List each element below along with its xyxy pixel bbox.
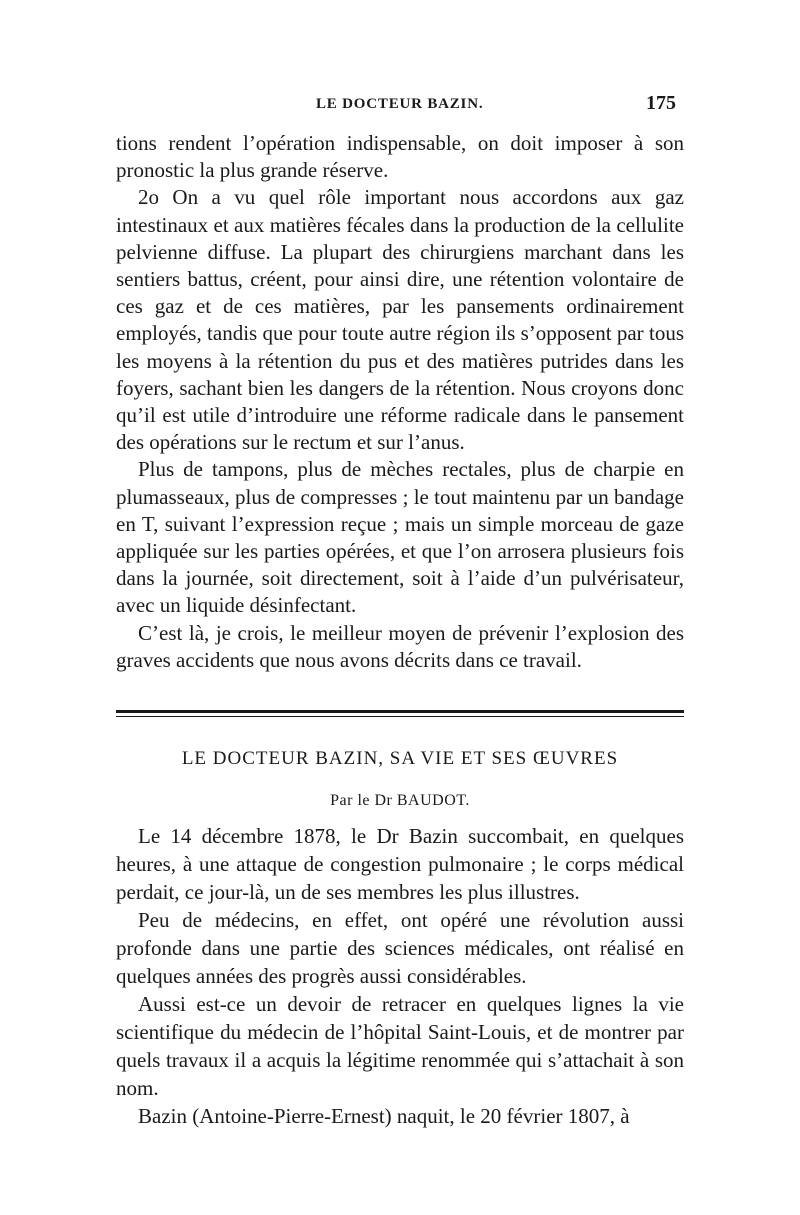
running-head: LE DOCTEUR BAZIN.	[316, 96, 484, 112]
page-number: 175	[646, 92, 676, 114]
article-byline: Par le Dr BAUDOT.	[330, 792, 470, 809]
paragraph: C’est là, je crois, le meilleur moyen de prévenir l’explosion des graves accidents que nous avons décrits dans ce travail.	[116, 620, 684, 672]
continuation-text	[116, 130, 684, 674]
paragraph: Plus de tampons, plus de mèches rectales, plus de charpie en plumasseaux, plus de compresses ; le tout maintenu par un bandage en T, suivant l’expression reçue ; mais un simple morceau de gaze appliquée sur les parties opérées, et que l’on arrosera plusieurs fois dans la journée, soit directement, soit à l’aide d’un pulvérisateur, avec un liquide désinfectant.	[116, 457, 684, 618]
article-title: LE DOCTEUR BAZIN, SA VIE ET SES ŒUVRES	[181, 748, 619, 769]
paragraph: 2o On a vu quel rôle important nous accordons aux gaz intestinaux et aux matières fécales dans la production de la cellulite pelvienne diffuse. La plupart des chirurgiens marchant dans les sentiers battus, créent, pour ainsi dire, une rétention volontaire de ces gaz et de ces matières, par les pansements ordinairement employés, tandis que pour toute autre région ils s’opposent par tous les moyens à la rétention du pus et des matières putrides dans les foyers, sachant bien les dangers de la rétention. Nous croyons donc qu’il est utile d’introduire une réforme radicale dans le pansement des opérations sur le rectum et sur l’anus.	[116, 185, 684, 455]
paragraph: Bazin (Antoine-Pierre-Ernest) naquit, le 20 février 1807, à	[138, 1104, 630, 1128]
paragraph: Peu de médecins, en effet, ont opéré une révolution aussi profonde dans une partie des sciences médicales, ont réalisé en quelques années des progrès aussi considérables.	[116, 908, 684, 988]
paragraph: Aussi est-ce un devoir de retracer en quelques lignes la vie scientifique du médecin de l’hôpital Saint-Louis, et de montrer par quels travaux il a acquis la légitime renommée qui s’attachait à son nom.	[116, 992, 684, 1100]
paragraph: tions rendent l’opération indispensable, on doit imposer à son pronostic la plus grande réserve.	[116, 131, 684, 183]
article-text	[116, 822, 684, 1130]
paragraph: Le 14 décembre 1878, le Dr Bazin succombait, en quelques heures, à une attaque de congestion pulmonaire ; le corps médical perdait, ce jour-là, un de ses membres les plus illustres.	[116, 824, 684, 904]
section-divider	[116, 710, 684, 717]
